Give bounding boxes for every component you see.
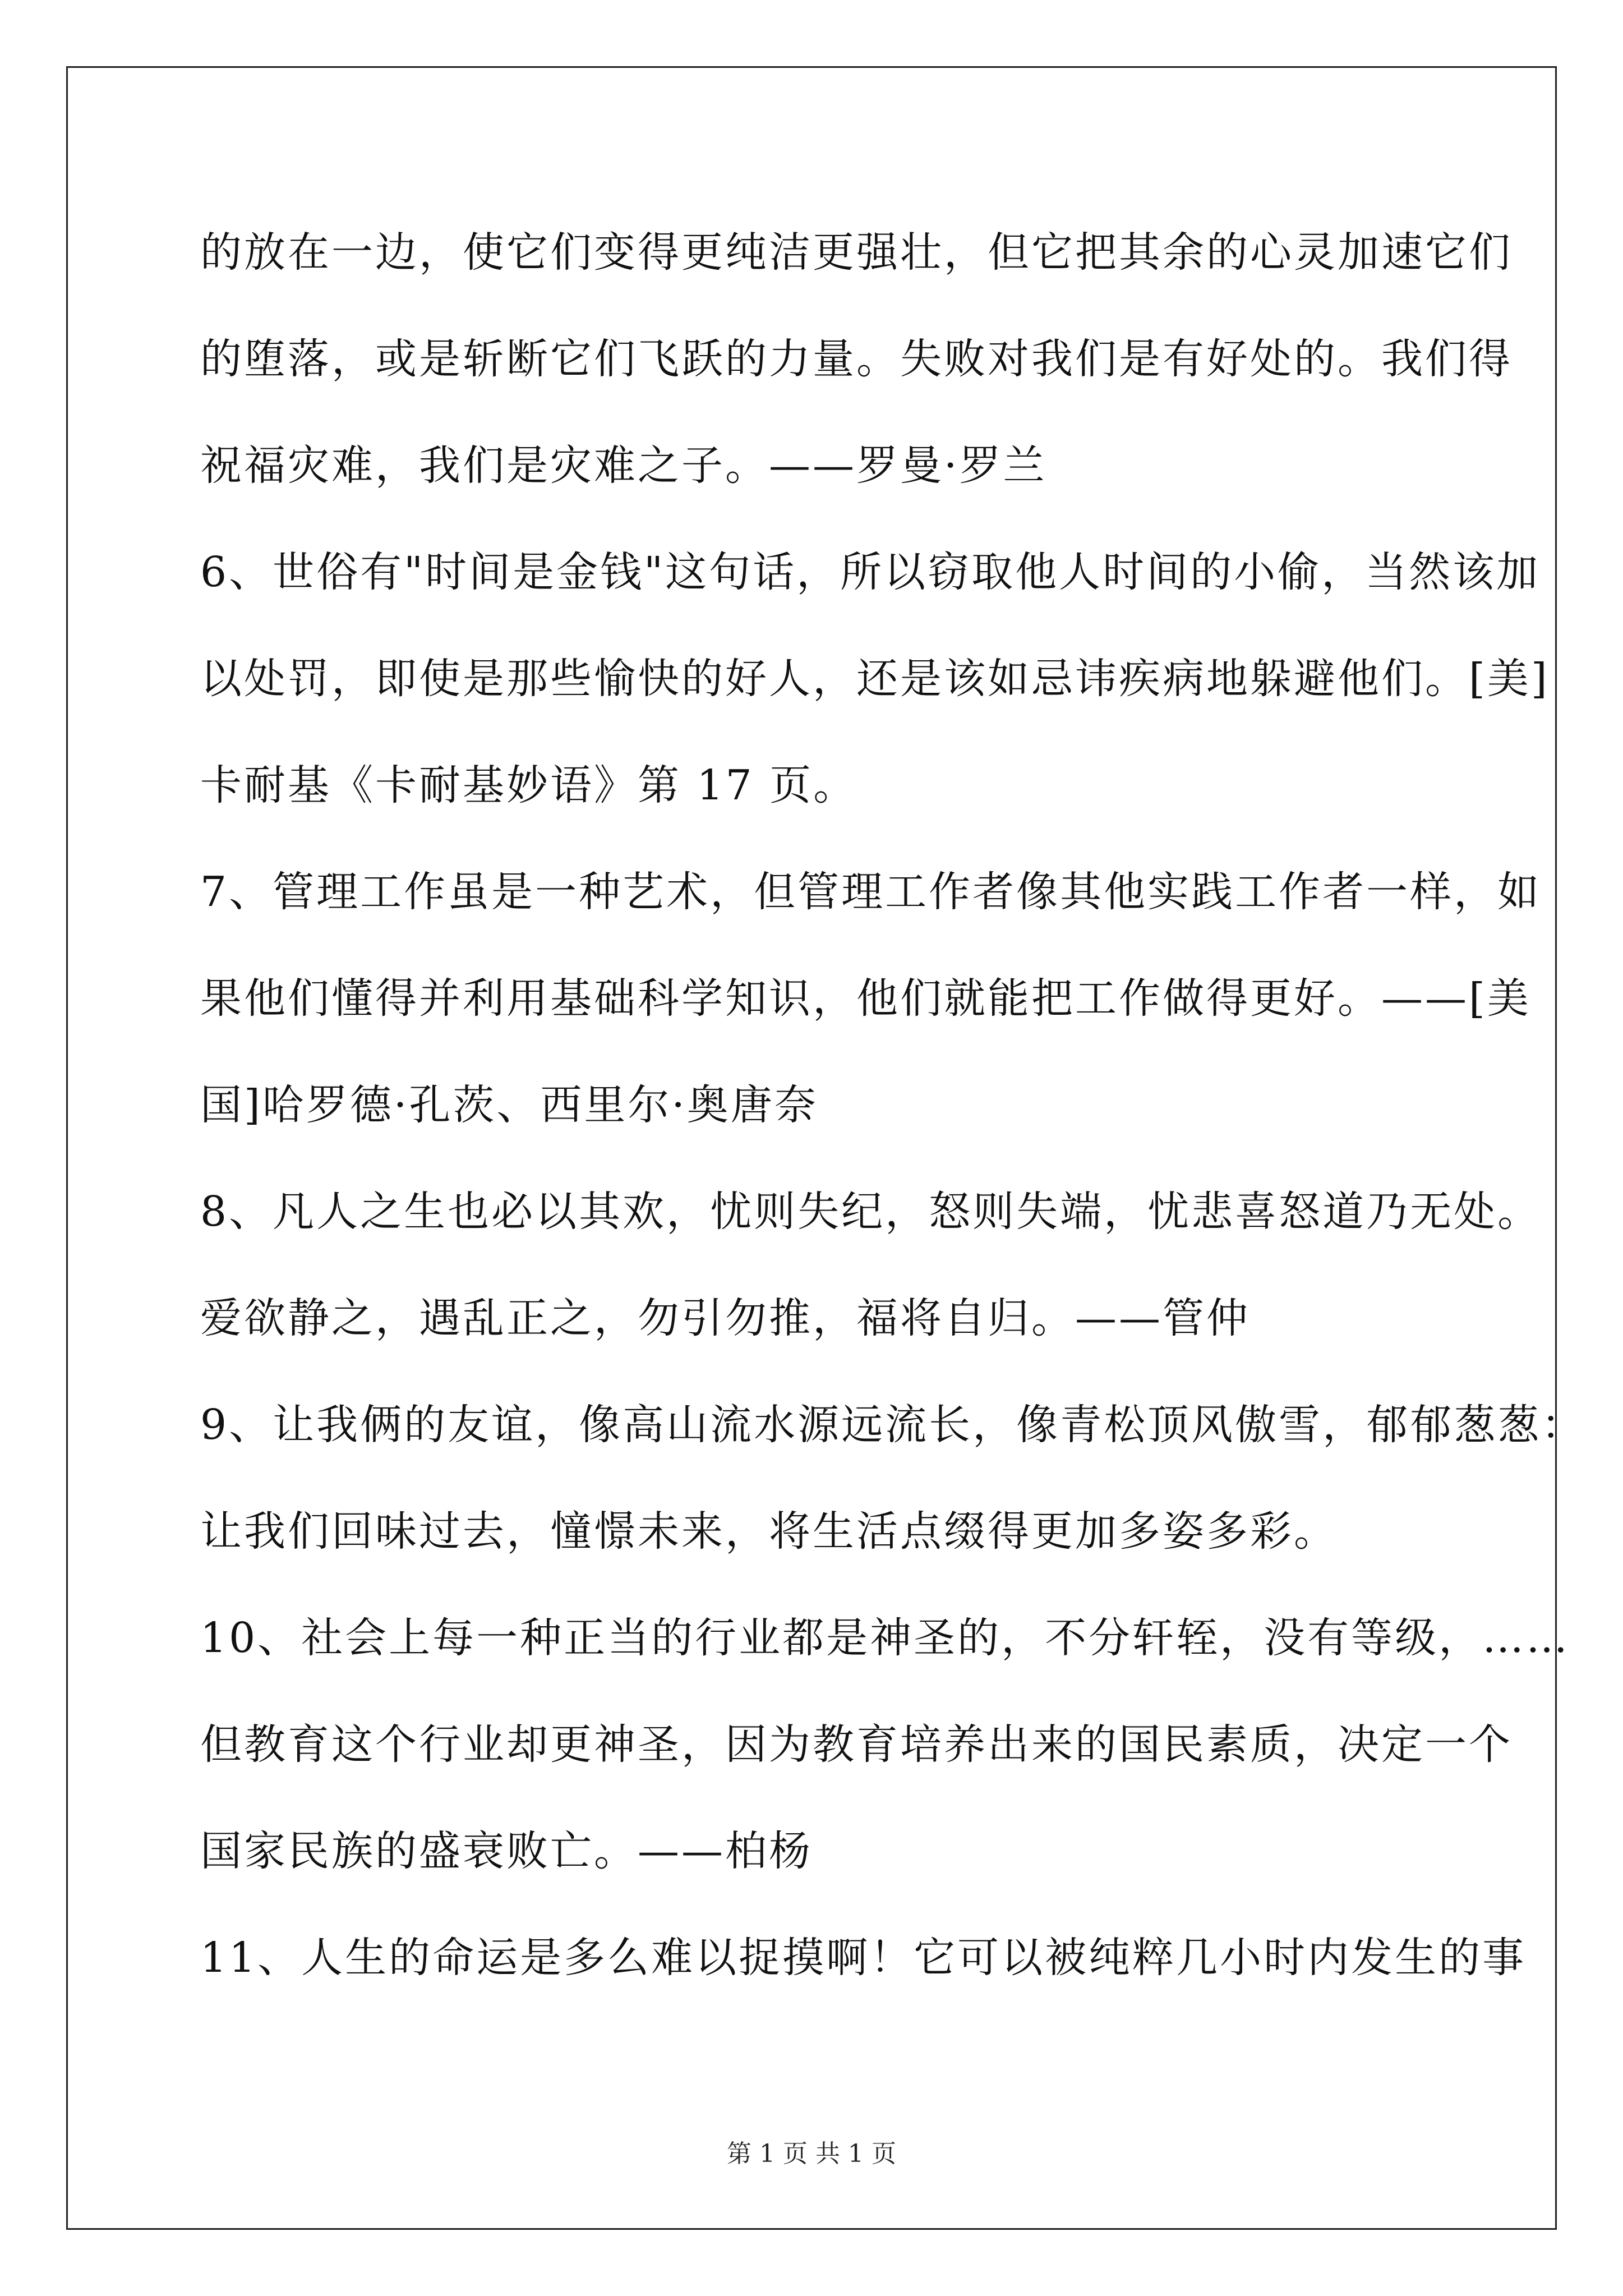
text-line: 11、人生的命运是多么难以捉摸啊！它可以被纯粹几小时内发生的事 <box>200 1934 1527 1982</box>
text-line: 卡耐基《卡耐基妙语》第 17 页。 <box>200 761 857 809</box>
text-line: 9、让我俩的友谊，像高山流水源远流长，像青松顶风傲雪，郁郁葱葱： <box>200 1401 1585 1449</box>
page-footer: 第 1 页 共 1 页 <box>727 2139 896 2168</box>
text-line: 但教育这个行业却更神圣，因为教育培养出来的国民素质，决定一个 <box>200 1720 1513 1769</box>
text-line: 的堕落，或是斩断它们飞跃的力量。失败对我们是有好处的。我们得 <box>200 335 1513 383</box>
text-line: 7、管理工作虽是一种艺术，但管理工作者像其他实践工作者一样，如 <box>200 868 1542 916</box>
text-line: 爱欲静之，遇乱正之，勿引勿推，福将自归。——管仲 <box>200 1294 1250 1342</box>
text-line: 国家民族的盛衰败亡。——柏杨 <box>200 1827 813 1875</box>
text-line: 以处罚，即使是那些愉快的好人，还是该如忌讳疾病地躲避他们。[美] <box>200 655 1550 703</box>
text-line: 8、凡人之生也必以其欢，忧则失纪，怒则失端，忧悲喜怒道乃无处。 <box>200 1188 1542 1236</box>
text-line: 祝福灾难，我们是灾难之子。——罗曼·罗兰 <box>200 441 1047 490</box>
text-line: 国]哈罗德·孔茨、西里尔·奥唐奈 <box>200 1081 818 1129</box>
text-line: 的放在一边，使它们变得更纯洁更强壮，但它把其余的心灵加速它们 <box>200 228 1513 277</box>
text-line: 让我们回味过去，憧憬未来，将生活点缀得更加多姿多彩。 <box>200 1507 1338 1556</box>
text-line: 果他们懂得并利用基础科学知识，他们就能把工作做得更好。——[美 <box>200 974 1531 1023</box>
text-line: 6、世俗有"时间是金钱"这句话，所以窃取他人时间的小偷，当然该加 <box>200 548 1541 596</box>
text-line: 10、社会上每一种正当的行业都是神圣的，不分轩轾，没有等级，…… <box>200 1614 1570 1662</box>
document-body <box>200 210 1585 2022</box>
